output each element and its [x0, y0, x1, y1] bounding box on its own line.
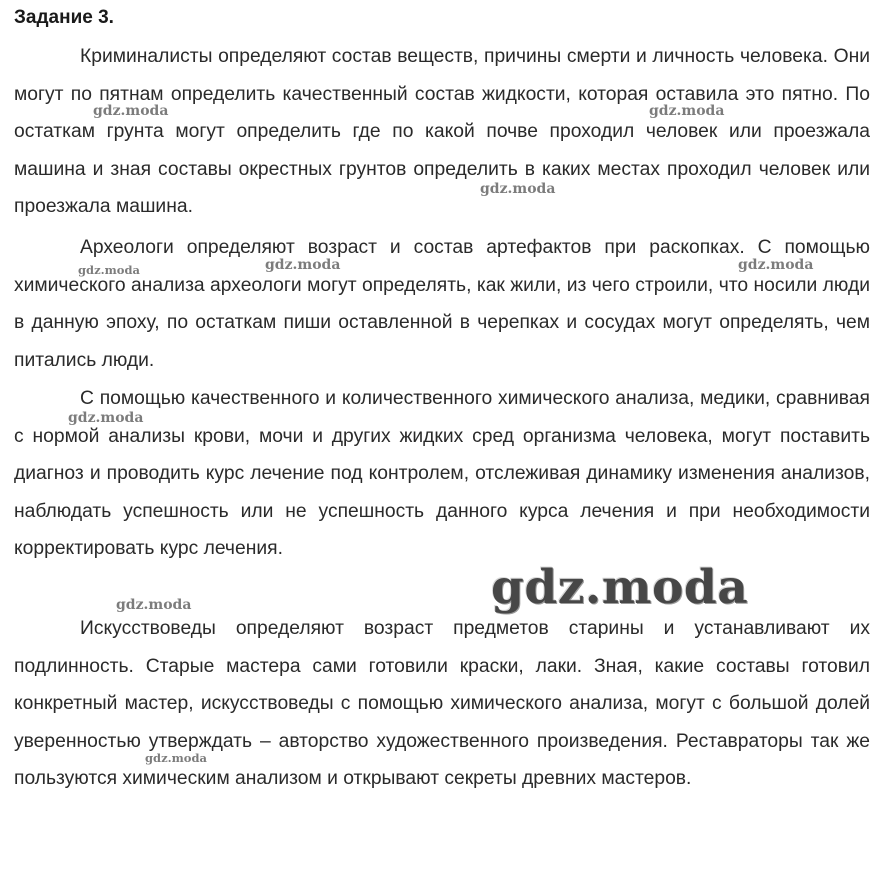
task-heading: Задание 3. — [14, 7, 114, 28]
paragraph-criminalists: Криминалисты определяют состав веществ, причины смерти и личность человека. Они могут по пятнам определить качественный состав жидкости, которая оставила это пятно. По остаткам грунта могут определить где по какой почве проходил человек или проезжала машина и зная составы окрестных грунтов определить в каких местах проходил человек или проезжала машина. — [14, 46, 870, 218]
watermark: gdz.moda — [649, 103, 725, 119]
watermark: gdz.moda — [68, 410, 144, 426]
watermark: gdz.moda — [116, 597, 192, 613]
watermark: gdz.moda — [480, 181, 556, 197]
paragraph-archaeologists: Археологи определяют возраст и состав артефактов при раскопках. С помощью химического анализа археологи могут определять, как жили, из чего строили, что носили люди в данную эпоху, по остаткам пиши оставленной в черепках и сосудах могут определять, чем питались люди. — [14, 237, 870, 371]
watermark: gdz.moda — [93, 103, 169, 119]
watermark: gdz.moda — [145, 751, 207, 765]
paragraph-art-historians: Искусствоведы определяют возраст предметов старины и устанавливают их подлинность. Старые мастера сами готовили краски, лаки. Зная, какие составы готовил конкретный мастер, искусствоведы с помощью химического анализа, могут с большой долей уверенностью утверждать – авторство художественного произведения. Реставраторы так же пользуются химическим анализом и открывают секреты древних мастеров. — [14, 618, 870, 790]
watermark-logo: gdz.moda — [491, 560, 749, 615]
paragraph-medics: С помощью качественного и количественного химического анализа, медики, сравнивая с нормой анализы крови, мочи и других жидких сред организма человека, могут поставить диагноз и проводить курс лечение под контролем, отслеживая динамику изменения анализов, наблюдать успешность или не успешность данного курса лечения и при необходимости корректировать курс лечения. — [14, 388, 870, 560]
watermark: gdz.moda — [738, 257, 814, 273]
watermark: gdz.moda — [265, 257, 341, 273]
watermark: gdz.moda — [78, 263, 140, 277]
